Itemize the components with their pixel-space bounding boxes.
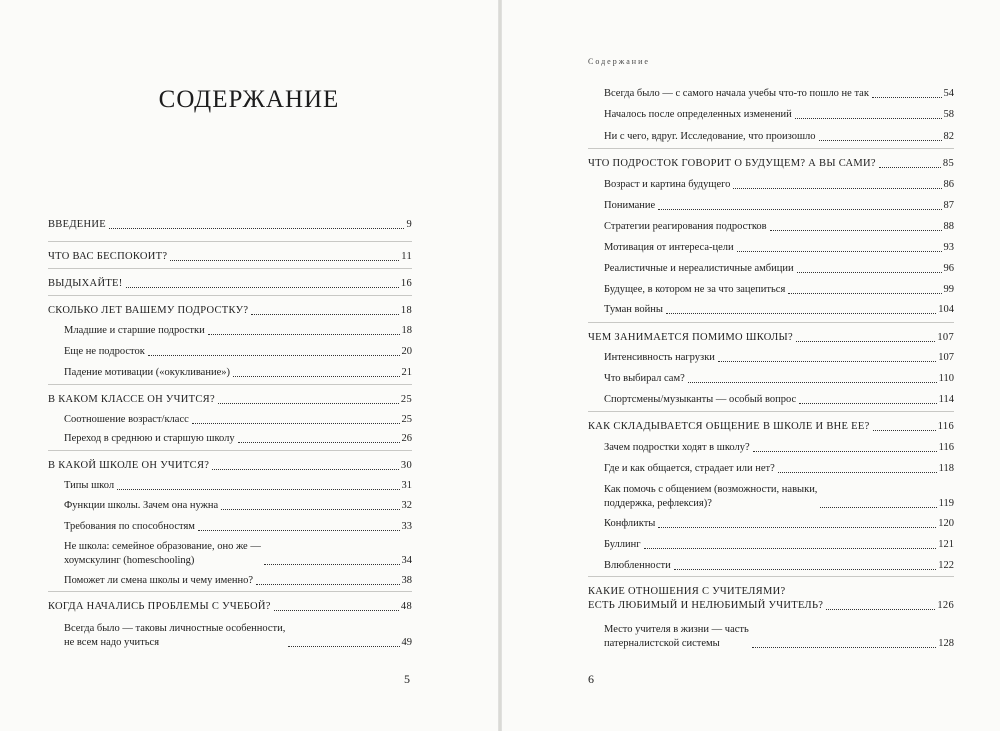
toc-page-number: 82 [943,131,954,142]
toc-entry-title: КОГДА НАЧАЛИСЬ ПРОБЛЕМЫ С УЧЕБОЙ? [48,601,271,612]
dot-leader [819,140,942,141]
toc-entry-title: Что выбирал сам? [604,373,685,384]
dot-leader [733,188,941,189]
toc-section [588,483,954,511]
dot-leader [274,610,399,611]
right-page [502,0,1000,731]
toc-entry-title: ЧТО ПОДРОСТОК ГОВОРИТ О БУДУЩЕМ? А ВЫ САМИ? [588,158,876,169]
toc-entry-title: Влюбленности [604,560,671,571]
toc-entry-title: Стратегии реагирования подростков [604,221,767,232]
toc-entry-title-line: Как помочь с общением (возможности, навыки, [604,484,818,495]
dot-leader [126,287,399,288]
toc-page-number: 119 [938,498,954,509]
toc-section [48,413,412,427]
toc-entry-title [604,623,749,651]
dot-leader [288,646,399,647]
toc-page-number: 122 [938,560,954,571]
toc-page-number: 116 [938,442,954,453]
toc-entry-title: Мотивация от интереса-цели [604,242,734,253]
dot-leader [820,507,936,508]
toc-page-number: 48 [400,601,412,612]
dot-leader [148,355,400,356]
toc-page-number: 116 [937,421,954,432]
toc-page-number: 34 [401,555,412,566]
dot-leader [192,423,400,424]
dot-leader [117,489,399,490]
toc-section [48,622,412,650]
toc-chapter [48,600,412,614]
dot-leader [795,118,942,119]
toc-page-number: 18 [401,325,412,336]
toc-entry-title [604,483,817,511]
dot-leader [797,272,942,273]
toc-page-number: 85 [942,158,954,169]
dot-leader [826,609,935,610]
toc-entry-title: Интенсивность нагрузки [604,352,715,363]
toc-page-number: 128 [938,638,954,649]
toc-page-number: 96 [943,263,954,274]
dot-leader [752,647,936,648]
toc-entry-title: В КАКОМ КЛАССЕ ОН УЧИТСЯ? [48,394,215,405]
toc-entry-title-line: поддержка, рефлексия)? [604,498,712,509]
toc-page-number: 120 [938,518,954,529]
toc-page-number: 88 [943,221,954,232]
toc-page-number: 110 [938,373,954,384]
toc-entry-title-line: ЕСТЬ ЛЮБИМЫЙ И НЕЛЮБИМЫЙ УЧИТЕЛЬ? [588,600,824,611]
toc-entry-title-line: Всегда было — таковы личностные особенности, [64,623,286,634]
toc-entry-title-line: КАКИЕ ОТНОШЕНИЯ С УЧИТЕЛЯМИ? [588,586,786,597]
toc-entry-title: ВВЕДЕНИЕ [48,219,106,230]
toc-page-number: 54 [943,88,954,99]
toc-entry-title: Типы школ [64,480,115,491]
toc-section [588,178,954,192]
toc-page-number: 33 [401,521,412,532]
section-divider [48,268,412,269]
toc-chapter [48,250,412,264]
toc-page-number: 87 [943,200,954,211]
toc-section [588,351,954,365]
toc-section [588,303,954,317]
toc-section [588,220,954,234]
toc-page-number: 118 [938,463,954,474]
dot-leader [872,97,942,98]
toc-page-number: 9 [406,219,412,230]
toc-entry-title: СКОЛЬКО ЛЕТ ВАШЕМУ ПОДРОСТКУ? [48,305,249,316]
dot-leader [109,228,404,229]
toc-entry-title [588,585,823,613]
dot-leader [238,442,400,443]
toc-entry-title: Где и как общается, страдает или нет? [604,463,775,474]
toc-entry-title-line: патерналистской системы [604,638,720,649]
toc-section [588,538,954,552]
dot-leader [212,469,399,470]
dot-leader [264,564,400,565]
page-number-right: 6 [588,672,594,686]
toc-section [588,241,954,255]
section-divider [588,148,954,149]
toc-page-number: 30 [400,460,412,471]
toc-section [588,283,954,297]
section-divider [48,591,412,592]
toc-page-number: 107 [938,352,954,363]
toc-page-number: 32 [401,500,412,511]
dot-leader [666,313,936,314]
toc-chapter [588,157,954,171]
toc-section [48,574,412,588]
toc-page-number: 58 [943,109,954,120]
dot-leader [251,314,399,315]
toc-page-number: 107 [937,332,954,343]
toc-entry-title: Конфликты [604,518,656,529]
dot-leader [644,548,937,549]
toc-chapter [48,304,412,318]
toc-entry-title: Всегда было — с самого начала учебы что-то пошло не так [604,88,869,99]
toc-entry-title: В КАКОЙ ШКОЛЕ ОН УЧИТСЯ? [48,460,210,471]
toc-entry-title: Требования по способностям [64,521,195,532]
dot-leader [170,260,399,261]
toc-entry-title: Функции школы. Зачем она нужна [64,500,219,511]
toc-section [48,540,412,568]
toc-page-number: 86 [943,179,954,190]
dot-leader [221,509,399,510]
toc-section [588,517,954,531]
toc-page-number: 20 [401,346,412,357]
section-divider [48,295,412,296]
toc-entry-title: ЧТО ВАС БЕСПОКОИТ? [48,251,168,262]
section-divider [48,450,412,451]
dot-leader [208,334,400,335]
toc-page-number: 114 [938,394,954,405]
toc-entry-title [64,540,261,568]
toc-chapter [48,459,412,473]
section-divider [48,384,412,385]
toc-page-number: 99 [943,284,954,295]
toc-entry-title: КАК СКЛАДЫВАЕТСЯ ОБЩЕНИЕ В ШКОЛЕ И ВНЕ ЕЕ? [588,421,870,432]
toc-chapter [48,393,412,407]
dot-leader [674,569,937,570]
toc-entry-title-line: не всем надо учиться [64,637,160,648]
section-divider [588,411,954,412]
toc-entry-title: Ни с чего, вдруг. Исследование, что произошло [604,131,816,142]
toc-section [48,324,412,338]
toc-page-number: 126 [937,600,954,611]
toc-entry-title: Переход в среднюю и старшую школу [64,433,235,444]
toc-entry-title: ВЫДЫХАЙТЕ! [48,278,123,289]
dot-leader [658,209,941,210]
dot-leader [788,293,941,294]
toc-page-number: 31 [401,480,412,491]
toc-entry-title: Возраст и картина будущего [604,179,731,190]
toc-entry-title: Младшие и старшие подростки [64,325,205,336]
dot-leader [218,403,399,404]
toc-section [588,393,954,407]
left-page [0,0,498,731]
dot-leader [778,472,937,473]
section-divider [588,322,954,323]
toc-page-number: 93 [943,242,954,253]
toc-section [48,499,412,513]
toc-entry-title: Буллинг [604,539,641,550]
dot-leader [256,584,399,585]
toc-section [48,366,412,380]
toc-page-number: 25 [401,414,412,425]
toc-chapter [588,331,954,345]
dot-leader [799,403,936,404]
dot-leader [753,451,937,452]
toc-section [48,520,412,534]
toc-entry-title-line: Не школа: семейное образование, оно же — [64,541,261,552]
dot-leader [796,341,935,342]
section-divider [48,241,412,242]
toc-page-number: 49 [401,637,412,648]
dot-leader [688,382,937,383]
dot-leader [873,430,936,431]
toc-entry-title: Соотношение возраст/класс [64,414,189,425]
toc-section [588,559,954,573]
toc-section [588,623,954,651]
toc-section [588,130,954,144]
toc-section [588,108,954,122]
toc-entry-title: Туман войны [604,304,663,315]
toc-entry-title: Понимание [604,200,656,211]
toc-chapter [48,218,412,232]
toc-section [48,432,412,446]
toc-chapter [588,420,954,434]
toc-entry-title [64,622,285,650]
toc-page-number: 16 [400,278,412,289]
dot-leader [658,527,936,528]
toc-section [588,262,954,276]
toc-entry-title: ЧЕМ ЗАНИМАЕТСЯ ПОМИМО ШКОЛЫ? [588,332,793,343]
dot-leader [879,167,941,168]
toc-page-number: 21 [401,367,412,378]
toc-page-number: 18 [400,305,412,316]
toc-entry-title-line: Место учителя в жизни — часть [604,624,749,635]
running-head: Содержание [588,57,650,66]
toc-chapter [48,277,412,291]
toc-section [588,441,954,455]
dot-leader [770,230,942,231]
dot-leader [198,530,400,531]
toc-entry-title: Будущее, в котором не за что зацепиться [604,284,786,295]
toc-entry-title: Падение мотивации («окукливание») [64,367,230,378]
toc-page-number: 25 [400,394,412,405]
toc-page-number: 11 [401,251,412,262]
dot-leader [233,376,400,377]
dot-leader [718,361,936,362]
dot-leader [737,251,942,252]
toc-page-number: 38 [401,575,412,586]
toc-entry-title-line: хоумскулинг (homeschooling) [64,555,195,566]
toc-entry-title: Началось после определенных изменений [604,109,792,120]
page-title: СОДЕРЖАНИЕ [158,86,340,113]
toc-page-number: 121 [938,539,954,550]
toc-section [588,87,954,101]
toc-section [48,345,412,359]
page-number-left: 5 [404,672,410,686]
toc-entry-title: Спортсмены/музыканты — особый вопрос [604,394,797,405]
toc-entry-title: Поможет ли смена школы и чему именно? [64,575,254,586]
toc-section [588,372,954,386]
toc-chapter [588,585,954,613]
toc-entry-title: Еще не подросток [64,346,145,357]
toc-page-number: 104 [938,304,954,315]
section-divider [588,576,954,577]
toc-page-number: 26 [401,433,412,444]
toc-entry-title: Зачем подростки ходят в школу? [604,442,750,453]
toc-section [588,199,954,213]
toc-section [48,479,412,493]
toc-entry-title: Реалистичные и нереалистичные амбиции [604,263,794,274]
toc-section [588,462,954,476]
